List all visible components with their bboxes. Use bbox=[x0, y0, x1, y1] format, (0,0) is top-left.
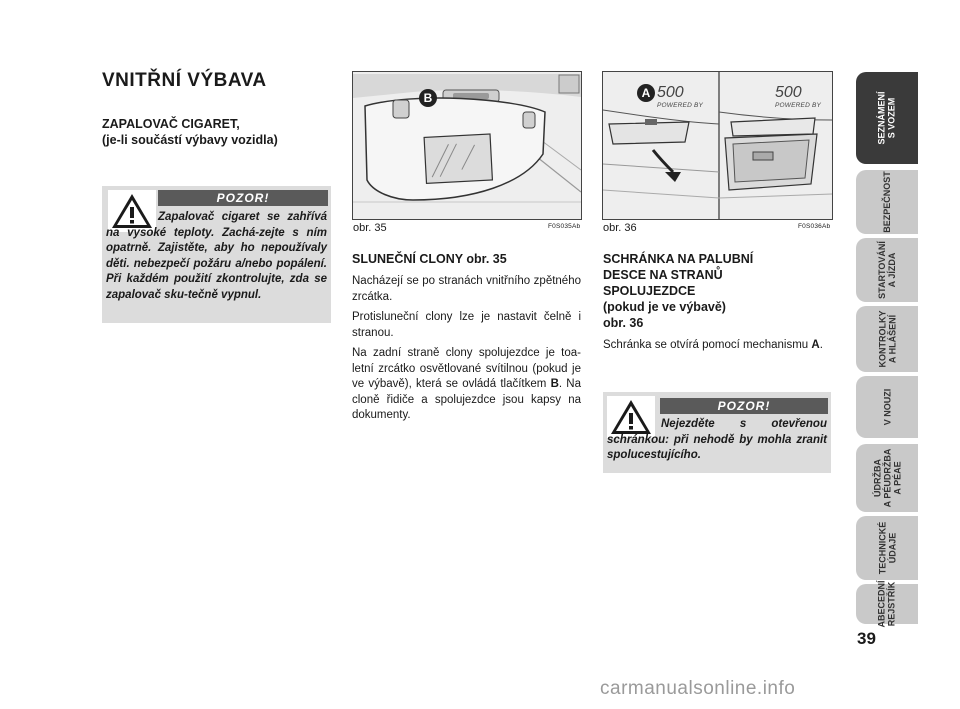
callout-a bbox=[637, 84, 655, 102]
cigar-heading-line2: (je-li součástí výbavy vozidla) bbox=[102, 133, 278, 147]
glovebox-heading-line: SCHRÁNKA NA PALUBNÍ bbox=[603, 252, 754, 266]
tab-technicke-udaje[interactable] bbox=[856, 516, 918, 580]
sunvisor-heading bbox=[352, 251, 507, 267]
sunvisor-paragraph-2: Protisluneční clony lze je nastavit čelně i stranou. bbox=[352, 311, 581, 339]
tab-startovani-a-jizda[interactable] bbox=[856, 238, 918, 302]
figure-35-code: F0S035Ab bbox=[548, 223, 581, 230]
cigar-heading-line1: ZAPALOVAČ CIGARET, bbox=[102, 117, 240, 131]
sunvisor-text bbox=[352, 274, 581, 429]
tab-kontrolky-a-hlaseni[interactable] bbox=[856, 306, 918, 372]
tab-udrzba[interactable] bbox=[856, 444, 918, 512]
glovebox-text bbox=[603, 338, 833, 354]
glovebox-text-bold: A bbox=[811, 339, 820, 351]
tab-bezpecnost[interactable] bbox=[856, 170, 918, 234]
sunvisor-p3-before: Na zadní straně clony spolujezdce je toa-letní zrcátko osvětlované svítilnou (pokud je ve výbavě), která se ovládá tlačítkem bbox=[352, 347, 581, 390]
sunvisor-p3-bold: B bbox=[550, 378, 559, 390]
tab-label: STARTOVÁNÍ A JÍZDA bbox=[876, 241, 897, 299]
cigar-warning-box bbox=[102, 186, 331, 323]
badge-500-left-text: 500 bbox=[657, 84, 684, 101]
page-number: 39 bbox=[857, 629, 876, 648]
tab-label: BEZPEČNOST bbox=[881, 171, 892, 233]
callout-b-label: B bbox=[423, 91, 433, 105]
cigar-heading bbox=[102, 116, 278, 148]
glovebox-warning-box bbox=[603, 392, 831, 473]
page-title: VNITŘNÍ VÝBAVA bbox=[102, 70, 267, 91]
glovebox-heading-line: SPOLUJEZDCE bbox=[603, 284, 696, 298]
tab-label: V NOUZI bbox=[881, 388, 892, 426]
glovebox-heading bbox=[603, 251, 831, 331]
tab-v-nouzi[interactable] bbox=[856, 376, 918, 438]
figure-35-caption: obr. 35 bbox=[353, 222, 387, 234]
glovebox-text-after: . bbox=[819, 339, 823, 351]
glovebox-warning-label: POZOR! bbox=[660, 398, 828, 414]
watermark: carmanualsonline.info bbox=[600, 678, 796, 699]
tab-seznameni-s-vozem[interactable] bbox=[856, 72, 918, 164]
figure-36-glovebox bbox=[602, 71, 833, 220]
glovebox-heading-line: (pokud je ve výbavě) bbox=[603, 300, 726, 314]
badge-500-right bbox=[775, 84, 821, 109]
figure-35-sun-visor bbox=[352, 71, 582, 220]
sunvisor-heading-ref: obr. 35 bbox=[466, 252, 507, 266]
sunvisor-paragraph-1: Nacházejí se po stranách vnitřního zpětného zrcátka. bbox=[352, 275, 581, 303]
cigar-warning-label: POZOR! bbox=[158, 190, 328, 206]
figure-36-caption: obr. 36 bbox=[603, 222, 637, 234]
sunvisor-p3-after: . Na cloně řidiče a spolujezdce jsou kapsy na dokumenty. bbox=[352, 378, 582, 421]
tab-label: ABECEDNÍ REJSTŘÍK bbox=[876, 580, 897, 628]
sunvisor-paragraph-3 bbox=[352, 346, 581, 424]
cigar-warning-text: Zapalovač cigaret se zahřívá na vysoké teploty. Zachá-zejte s ním opatrně. Zajistěte, aby ho nepoužívaly děti. nebezpečí požáru a/nebo popálení. Při každém použití zkontrolujte, zda se zapalovač sku-tečně vypnul. bbox=[106, 211, 327, 301]
badge-500-right-text: 500 bbox=[775, 84, 802, 101]
badge-500-right-sub: POWERED BY bbox=[775, 102, 822, 109]
callout-a-label: A bbox=[641, 86, 651, 100]
figure-36-code: F0S036Ab bbox=[798, 223, 831, 230]
tab-label: ÚDRŽBA A PÉUDRŽBA A PÉAE bbox=[871, 448, 902, 508]
tab-label: SEZNÁMENÍ S VOZEM bbox=[876, 91, 897, 145]
glovebox-heading-line: DESCE NA STRANŮ bbox=[603, 268, 723, 282]
glovebox-warning-text: Nejezděte s otevřenou schránkou: při nehodě by mohla zranit spolucestujícího. bbox=[607, 418, 827, 461]
tab-abecedni-rejstrik[interactable] bbox=[856, 580, 918, 628]
tab-label: KONTROLKY A HLÁŠENÍ bbox=[877, 310, 897, 368]
glovebox-text-before: Schránka se otvírá pomocí mechanismu bbox=[603, 339, 812, 351]
sun-visor-illustration bbox=[353, 72, 581, 219]
badge-500-left-sub: POWERED BY bbox=[657, 102, 704, 109]
sunvisor-heading-text: SLUNEČNÍ CLONY bbox=[352, 252, 463, 266]
callout-b bbox=[419, 89, 437, 107]
badge-500-left bbox=[657, 84, 703, 109]
tab-label: TECHNICKÉ ÚDAJE bbox=[876, 521, 897, 575]
glovebox-heading-line: obr. 36 bbox=[603, 316, 644, 330]
